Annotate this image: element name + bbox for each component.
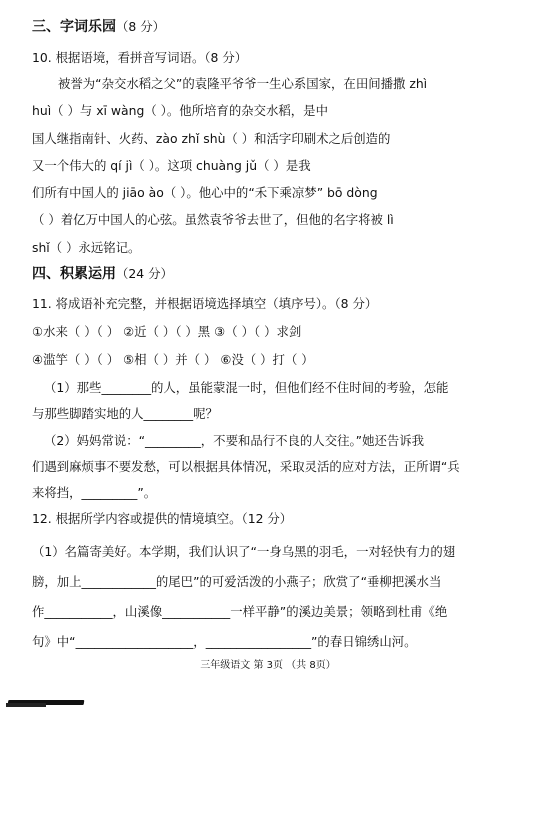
q11-idiom-row-1: ①水来（ ）（ ） ②近（ ）（ ）黑 ③（ ）（ ）求剑 [32, 324, 302, 339]
q12-line-1: （1）名篇寄美好。本学期，我们认识了“一身乌黑的羽毛，一对轻快有力的翅 [32, 544, 456, 559]
q10-line-2: huì（ ）与 xī wàng（ ）。他所培育的杂交水稻，是中 [32, 103, 328, 118]
q10-title: 10. 根据语境，看拼音写词语。（8 分） [32, 50, 248, 65]
q11-sub2-line-2: 们遇到麻烦事不要发愁，可以根据具体情况，采取灵活的应对方法，正所谓“兵 [32, 459, 460, 474]
q12-line-4: 句》中“___________________，_________________”的春日锦绣山河。 [32, 634, 417, 649]
scan-mark-tail [6, 703, 46, 707]
section-3-heading [32, 19, 165, 35]
section-4-heading [32, 266, 173, 282]
section-3-title: 三、字词乐园 [32, 19, 116, 35]
q11-sub1-line-1: （1）那些________的人，虽能蒙混一时，但他们经不住时间的考验，怎能 [44, 380, 449, 395]
q10-line-7: shǐ（ ）永远铭记。 [32, 240, 141, 255]
section-4-title: 四、积累运用 [32, 266, 116, 282]
q11-idiom-row-2: ④滥竽（ ）（ ） ⑤相（ ）并（ ） ⑥没（ ）打（ ） [32, 352, 314, 367]
q11-title: 11. 将成语补充完整，并根据语境选择填空（填序号）。（8 分） [32, 296, 378, 311]
q10-line-5: 们所有中国人的 jiāo ào（ ）。他心中的“禾下乘凉梦” bō dòng [32, 185, 378, 200]
section-4-points: （24 分） [116, 266, 173, 281]
q10-line-1: 被誉为“杂交水稻之父”的袁隆平爷爷一生心系国家，在田间播撒 zhì [58, 76, 428, 91]
q11-sub2-line-3: 来将挡，_________”。 [32, 485, 157, 500]
section-3-points: （8 分） [116, 19, 165, 34]
q12-line-3: 作___________，山溪像___________一样平静”的溪边美景；领略到杜甫《绝 [32, 604, 448, 619]
q10-line-6: （ ）着亿万中国人的心弦。虽然袁爷爷去世了，但他的名字将被 lì [32, 212, 394, 227]
q12-title: 12. 根据所学内容或提供的情境填空。（12 分） [32, 511, 293, 526]
q11-sub1-line-2: 与那些脚踏实地的人________呢？ [32, 406, 218, 421]
q11-sub2-line-1: （2）妈妈常说：“_________，不要和品行不良的人交往。”她还告诉我 [44, 433, 425, 448]
q10-line-3: 国人继指南针、火药、zào zhǐ shù（ ）和活字印刷术之后创造的 [32, 131, 391, 146]
q12-line-2: 膀，加上____________的尾巴”的可爱活泼的小燕子；欣赏了“垂柳把溪水当 [32, 574, 442, 589]
q10-line-4: 又一个伟大的 qí jì（ ）。这项 chuàng jǔ（ ）是我 [32, 158, 311, 173]
page-footer: 三年级语文 第 3页 （共 8页） [200, 660, 336, 671]
